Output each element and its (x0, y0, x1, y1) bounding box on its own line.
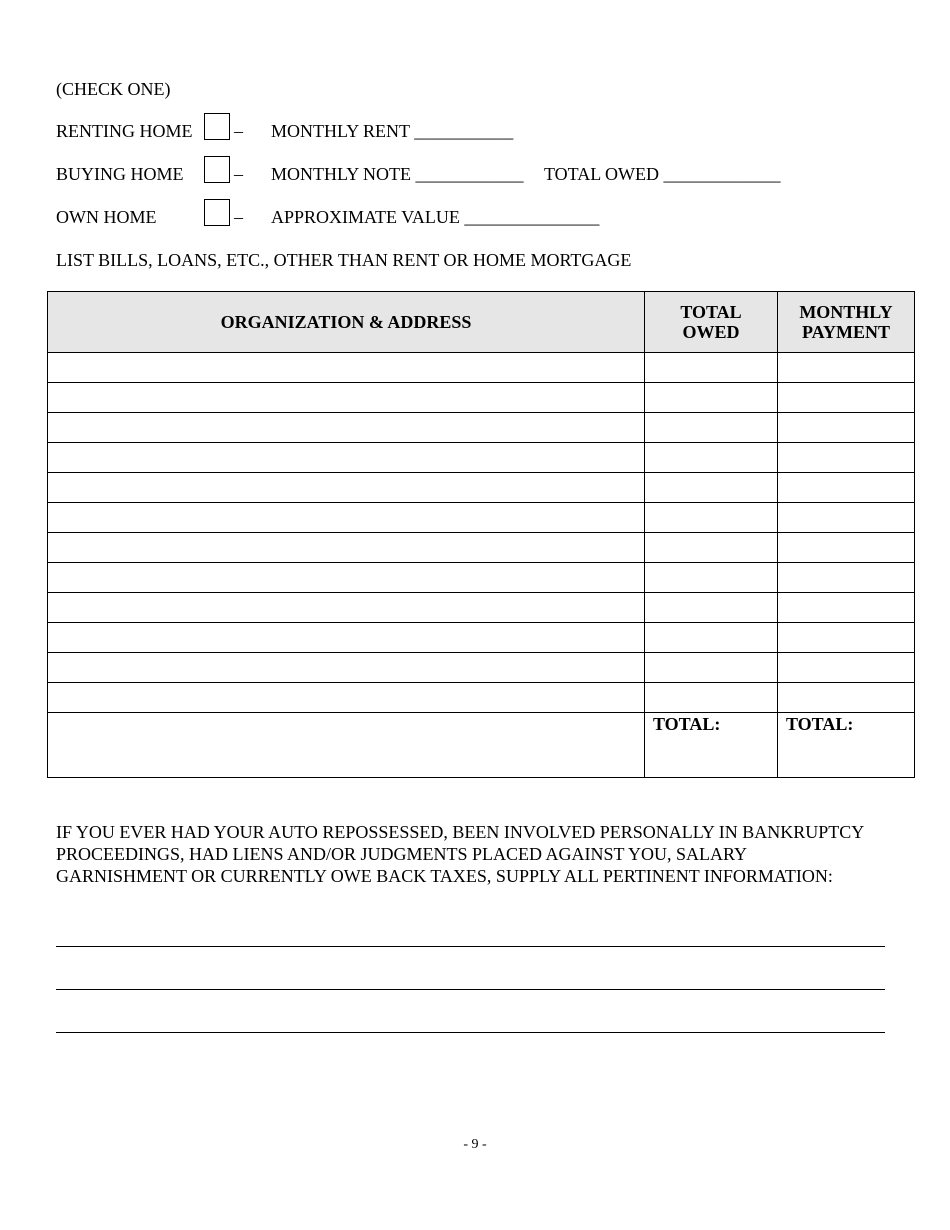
monthly-payment-cell[interactable] (778, 593, 915, 623)
repossession-question: IF YOU EVER HAD YOUR AUTO REPOSSESSED, BEEN INVOLVED PERSONALLY IN BANKRUPTCY PROCEEDINGS, HAD LIENS AND/OR JUDGMENTS PLACED AGAINST YOU, SALARY GARNISHMENT OR CURRENTLY OWE BACK TAXES, SUPPLY ALL PERTINENT INFORMATION: (56, 822, 864, 886)
total-owed-cell[interactable] (645, 563, 778, 593)
monthly-payment-cell[interactable] (778, 383, 915, 413)
table-row (48, 533, 915, 563)
total-monthly-sum-label: TOTAL: (786, 714, 854, 734)
organization-cell[interactable] (48, 353, 645, 383)
organization-cell[interactable] (48, 593, 645, 623)
monthly-payment-cell[interactable] (778, 533, 915, 563)
total-owed-cell[interactable] (645, 443, 778, 473)
own-home-dash: – (234, 207, 243, 227)
organization-cell[interactable] (48, 683, 645, 713)
table-row (48, 443, 915, 473)
total-owed-cell[interactable] (645, 353, 778, 383)
total-owed-sum-label: TOTAL: (653, 714, 721, 734)
organization-cell[interactable] (48, 563, 645, 593)
renting-home-checkbox[interactable] (204, 113, 230, 140)
list-bills-instruction: LIST BILLS, LOANS, ETC., OTHER THAN RENT OR HOME MORTGAGE (56, 250, 632, 270)
header-monthly-payment: MONTHLY PAYMENT (778, 292, 915, 353)
buying-home-checkbox[interactable] (204, 156, 230, 183)
totals-row (48, 713, 915, 778)
page-number: - 9 - (463, 1137, 487, 1152)
table-row (48, 653, 915, 683)
own-home-label: OWN HOME (56, 207, 157, 227)
buying-home-dash: – (234, 164, 243, 184)
renting-home-label: RENTING HOME (56, 121, 193, 141)
table-row (48, 413, 915, 443)
organization-cell[interactable] (48, 473, 645, 503)
total-owed-cell[interactable] (645, 593, 778, 623)
total-owed-cell[interactable] (645, 533, 778, 563)
table-row (48, 473, 915, 503)
check-one-instruction: (CHECK ONE) (56, 79, 171, 99)
totals-blank-cell (48, 713, 645, 778)
monthly-payment-cell[interactable] (778, 353, 915, 383)
answer-line-2[interactable] (56, 989, 885, 990)
table-row (48, 623, 915, 653)
monthly-payment-cell[interactable] (778, 443, 915, 473)
table-row (48, 563, 915, 593)
monthly-payment-cell[interactable] (778, 413, 915, 443)
organization-cell[interactable] (48, 653, 645, 683)
table-row (48, 503, 915, 533)
total-owed-cell[interactable] (645, 413, 778, 443)
table-row (48, 683, 915, 713)
total-owed-cell[interactable] (645, 383, 778, 413)
total-monthly-sum-cell[interactable] (778, 713, 915, 778)
organization-cell[interactable] (48, 443, 645, 473)
organization-cell[interactable] (48, 383, 645, 413)
own-home-checkbox[interactable] (204, 199, 230, 226)
approximate-value-field[interactable]: APPROXIMATE VALUE _______________ (271, 207, 600, 227)
total-owed-cell[interactable] (645, 623, 778, 653)
total-owed-cell[interactable] (645, 503, 778, 533)
table-row (48, 593, 915, 623)
table-row (48, 383, 915, 413)
monthly-payment-cell[interactable] (778, 653, 915, 683)
total-owed-cell[interactable] (645, 473, 778, 503)
organization-cell[interactable] (48, 533, 645, 563)
total-owed-field[interactable]: TOTAL OWED _____________ (544, 164, 781, 184)
monthly-payment-cell[interactable] (778, 503, 915, 533)
monthly-payment-cell[interactable] (778, 623, 915, 653)
buying-home-label: BUYING HOME (56, 164, 184, 184)
answer-line-3[interactable] (56, 1032, 885, 1033)
header-organization: ORGANIZATION & ADDRESS (48, 292, 645, 353)
organization-cell[interactable] (48, 413, 645, 443)
monthly-note-field[interactable]: MONTHLY NOTE ____________ (271, 164, 524, 184)
header-total-owed: TOTAL OWED (645, 292, 778, 353)
renting-home-dash: – (234, 121, 243, 141)
monthly-rent-field[interactable]: MONTHLY RENT ___________ (271, 121, 514, 141)
bills-table (47, 291, 915, 778)
monthly-payment-cell[interactable] (778, 563, 915, 593)
total-owed-cell[interactable] (645, 683, 778, 713)
table-row (48, 353, 915, 383)
organization-cell[interactable] (48, 503, 645, 533)
total-owed-cell[interactable] (645, 653, 778, 683)
monthly-payment-cell[interactable] (778, 473, 915, 503)
total-owed-sum-cell[interactable] (645, 713, 778, 778)
organization-cell[interactable] (48, 623, 645, 653)
answer-line-1[interactable] (56, 946, 885, 947)
monthly-payment-cell[interactable] (778, 683, 915, 713)
